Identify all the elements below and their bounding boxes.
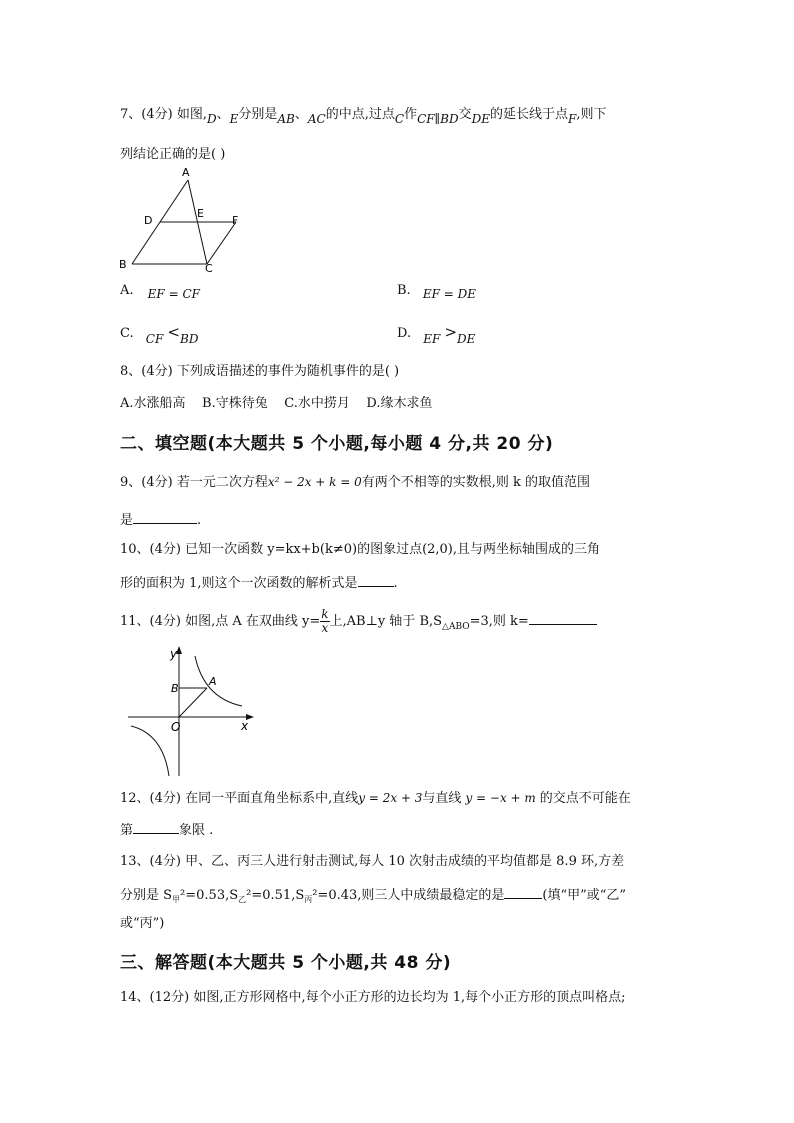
q7-option-c <box>120 323 199 346</box>
q7-stem-line2: 列结论正确的是( ) <box>120 147 226 162</box>
option-label: A. <box>120 283 134 298</box>
q14-line1: 14、(12分) 如图,正方形网格中,每个小正方形的边长均为 1,每个小正方形的顶点叫格点; <box>120 990 626 1005</box>
q13-subscript: 乙 <box>238 895 247 904</box>
q7-sep: 、 <box>216 107 230 122</box>
q7-text: 分别是 <box>238 107 278 122</box>
q11-text: 11、(4分) 如图,点 A 在双曲线 y= <box>120 614 321 629</box>
q11-subscript: △ABO <box>442 622 470 632</box>
q7-option-d <box>397 323 476 346</box>
q9-text: 9、(4分) 若一元二次方程 <box>120 475 268 490</box>
option-expr: BD <box>180 332 199 346</box>
q13-text: ²=0.43,则三人中成绩最稳定的是 <box>312 888 505 903</box>
q12-text: 象限 . <box>179 823 214 838</box>
q8-stem: 8、(4分) 下列成语描述的事件为随机事件的是( ) <box>120 364 400 379</box>
q7-var-F: F <box>568 112 577 126</box>
q13-subscript: 甲 <box>172 895 181 904</box>
q13-line1: 13、(4分) 甲、乙、丙三人进行射击测试,每人 10 次射击成绩的平均值都是 8.9 环,方差 <box>120 854 625 869</box>
option-label: C. <box>120 326 134 341</box>
q9-equation: x² − 2x + k = 0 <box>267 475 362 489</box>
q8-options: A.水涨船高 B.守株待兔 C.水中捞月 D.缘木求鱼 <box>120 396 433 411</box>
q11-text: =3,则 k= <box>469 614 529 629</box>
q7-text: 的延长线于点 <box>489 107 568 122</box>
option-operator: < <box>167 323 180 341</box>
section-2-title: 二、填空题(本大题共 5 个小题,每小题 4 分,共 20 分) <box>120 434 554 454</box>
q9-line2 <box>120 509 201 531</box>
q7-sep: 、 <box>294 107 308 122</box>
q12-text: 与直线 <box>422 791 462 806</box>
q7-var-AB: AB <box>277 112 295 126</box>
option-expr: CF <box>145 332 164 346</box>
section-3-title: 三、解答题(本大题共 5 个小题,共 48 分) <box>120 953 452 973</box>
q7-var-E: E <box>229 112 239 126</box>
q7-stem-line1 <box>120 104 606 125</box>
q10-line1: 10、(4分) 已知一次函数 y=kx+b(k≠0)的图象过点(2,0),且与两坐标轴围成的三角 <box>120 542 601 557</box>
q13-answer-blank[interactable] <box>504 884 542 899</box>
q7-text: 作 <box>404 107 418 122</box>
option-operator: > <box>444 323 458 341</box>
label-E: E <box>197 207 204 220</box>
q12-answer-blank[interactable] <box>133 819 179 834</box>
label-A: A <box>209 675 217 688</box>
label-D: D <box>144 214 153 227</box>
q13-subscript: 丙 <box>304 895 313 904</box>
q7-text: 交 <box>458 107 472 122</box>
label-C: C <box>205 262 213 275</box>
q9-text: 有两个不相等的实数根,则 k 的取值范围 <box>361 475 591 490</box>
q13-text: 分别是 S <box>120 888 173 903</box>
option-expr: DE <box>457 332 476 346</box>
q11-hyperbola-figure <box>124 640 264 780</box>
q13-text: ²=0.53,S <box>180 888 239 903</box>
q12-expr-2: y = −x + m <box>465 791 536 805</box>
q12-text: 的交点不可能在 <box>539 791 631 806</box>
q13-line2 <box>120 884 626 907</box>
option-expr: EF = CF <box>147 287 200 301</box>
fraction-denominator: x <box>321 621 329 635</box>
q13-line3: 或“丙”) <box>120 916 165 931</box>
q12-line1 <box>120 788 631 809</box>
q11-answer-blank[interactable] <box>529 610 597 625</box>
q12-expr-1: y = 2x + 3 <box>358 791 423 805</box>
label-B: B <box>119 258 127 271</box>
segment-OA <box>179 688 207 717</box>
q11-text: 上,AB⊥y 轴于 B,S <box>329 614 443 629</box>
label-B: B <box>171 682 179 695</box>
q7-var-AC: AC <box>307 112 326 126</box>
q9-answer-blank[interactable] <box>133 509 197 524</box>
label-A: A <box>182 166 190 179</box>
q7-text: 的中点,过点 <box>325 107 395 122</box>
q11-line1 <box>120 608 597 635</box>
q10-text: . <box>393 576 398 591</box>
segment-CF <box>207 222 236 264</box>
option-expr: EF = DE <box>422 287 476 301</box>
q7-option-a <box>120 283 200 301</box>
q7-var-C: C <box>394 112 405 126</box>
q7-var-CF-parallel-BD: CF∥BD <box>417 112 459 126</box>
hyperbola-branch-q1 <box>195 656 242 706</box>
q9-text: . <box>197 513 202 528</box>
q9-line1 <box>120 472 590 493</box>
q7-var-DE: DE <box>471 112 490 126</box>
q13-text: (填“甲”或“乙” <box>542 888 627 903</box>
hyperbola-branch-q3 <box>131 726 169 776</box>
option-expr: EF <box>423 332 441 346</box>
q7-text: ,则下 <box>576 107 607 122</box>
q12-text: 第 <box>120 823 134 838</box>
q11-fraction <box>320 608 329 635</box>
q7-option-b <box>397 283 476 301</box>
q10-answer-blank[interactable] <box>358 572 394 587</box>
q7-var-D: D <box>206 112 217 126</box>
label-y: y <box>170 647 178 661</box>
q12-text: 12、(4分) 在同一平面直角坐标系中,直线 <box>120 791 359 806</box>
q12-line2 <box>120 819 213 841</box>
q9-text: 是 <box>120 513 134 528</box>
option-label: D. <box>397 326 412 341</box>
fraction-numerator: k <box>321 607 329 621</box>
label-F: F <box>232 214 239 227</box>
q7-triangle-figure <box>112 164 252 276</box>
label-x: x <box>241 719 249 733</box>
q10-text: 形的面积为 1,则这个一次函数的解析式是 <box>120 576 358 591</box>
option-label: B. <box>397 283 411 298</box>
q10-line2 <box>120 572 398 594</box>
q7-stem-text: 7、(4分) 如图, <box>120 107 207 122</box>
q13-text: ²=0.51,S <box>246 888 305 903</box>
label-O: O <box>171 720 181 734</box>
